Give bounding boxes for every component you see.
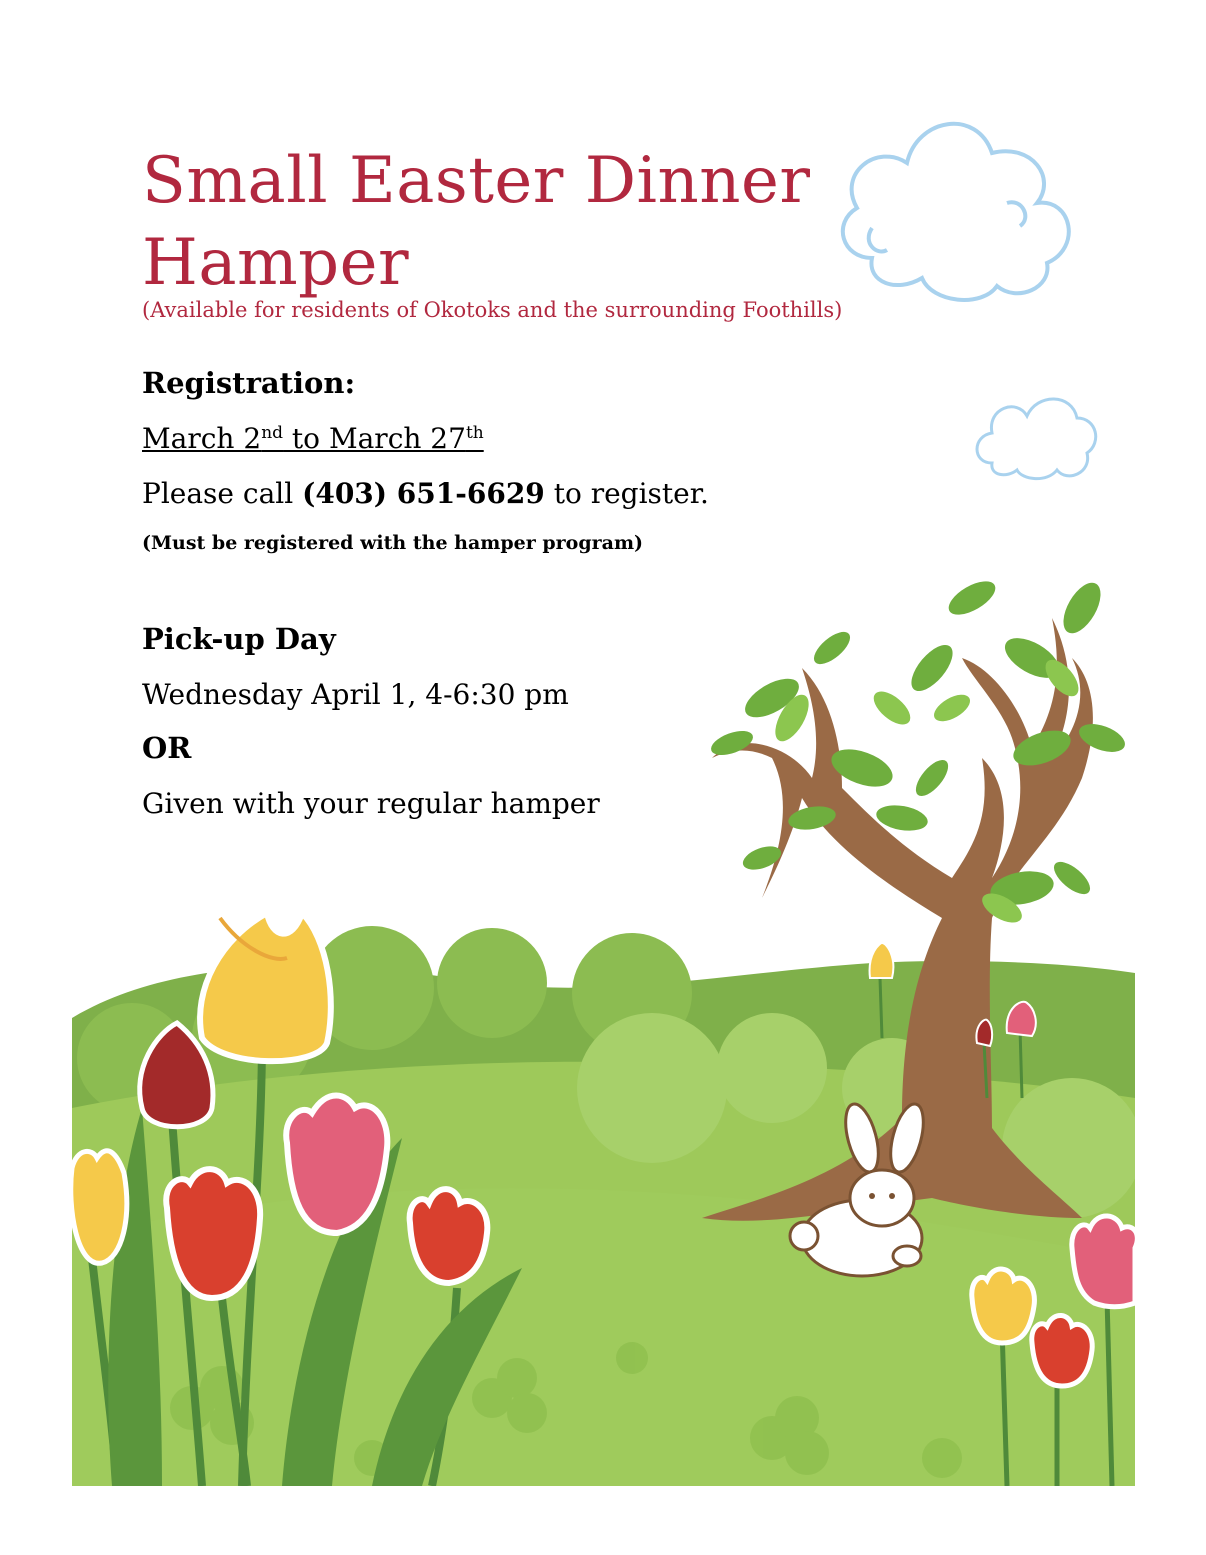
call-prefix: Please call [142,477,303,510]
tulip-icon [410,1189,488,1283]
tulip-icon [1072,1216,1135,1307]
flyer-text [142,140,862,820]
registration-note: (Must be registered with the hamper program) [142,532,644,554]
call-suffix: to register. [544,477,709,510]
flyer-page [72,58,1135,1486]
tulip-icon [166,1169,260,1298]
registration-start-date: March 2 [142,422,262,455]
pickup-alternative: Given with your regular hamper [142,787,600,820]
tulip-icon [72,1151,127,1264]
pickup-date: Wednesday April 1, 4-6:30 pm [142,678,569,711]
tulip-icon [1032,1315,1092,1386]
phone-number: (403) 651-6629 [302,477,545,510]
registration-heading: Registration: [142,366,356,400]
registration-end-date: to March 27 [283,422,466,455]
pickup-heading: Pick-up Day [142,622,336,656]
tulip-icon [972,1269,1035,1343]
tulip-icon [200,913,331,1061]
registration-dates [142,422,862,455]
cloud-icon [977,399,1096,479]
ordinal-suffix: nd [261,423,284,443]
registration-call-line [142,477,862,510]
or-separator: OR [142,731,192,765]
flyer-title: Small Easter Dinner Hamper [142,144,811,300]
ordinal-suffix: th [465,423,484,443]
cloud-icon [843,124,1069,300]
flyer-subtitle: (Available for residents of Okotoks and the surrounding Foothills) [142,298,843,322]
